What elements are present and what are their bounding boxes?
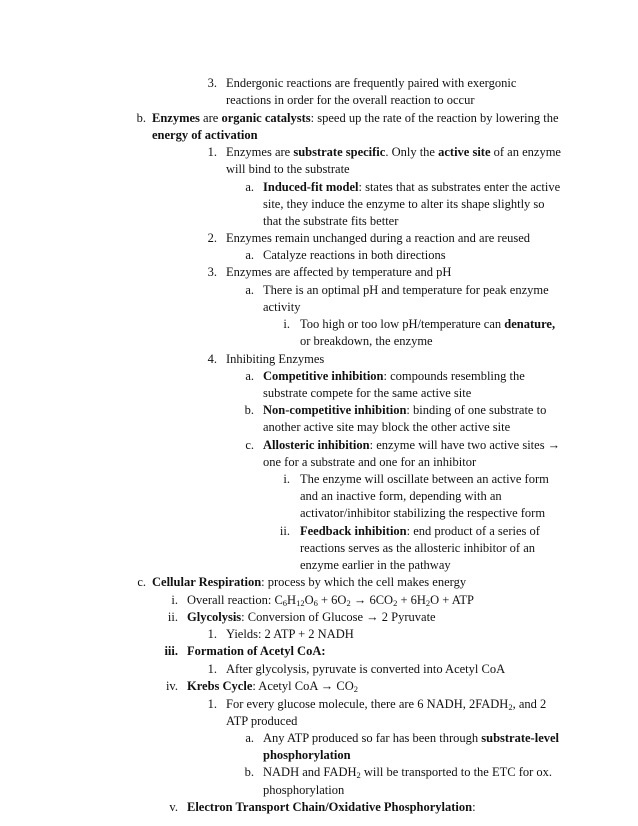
list-marker: a. [245, 369, 254, 383]
outline-line [0, 800, 638, 815]
line-text: reactions serves as the allosteric inhibitor of an [300, 541, 535, 555]
outline-line [0, 524, 638, 539]
list-marker: ii. [279, 524, 290, 538]
line-text: ATP produced [226, 714, 298, 728]
line-text: and an inactive form, depending with an [300, 489, 502, 503]
outline-line [0, 76, 638, 91]
line-text: another active site may block the other active site [263, 420, 511, 434]
line-text: Feedback inhibition: end product of a series of [300, 524, 540, 538]
list-marker: 3. [207, 265, 217, 279]
outline-line [0, 369, 638, 384]
list-marker: v. [169, 800, 178, 814]
line-text: Too high or too low pH/temperature can denature, [300, 317, 556, 331]
outline-line [0, 627, 638, 642]
outline-line [0, 575, 638, 590]
outline-line [0, 111, 638, 126]
line-text: Yields: 2 ATP + 2 NADH [226, 627, 354, 641]
list-marker: a. [245, 283, 254, 297]
line-text: Induced-fit model: states that as substrates enter the active [263, 180, 561, 194]
outline-line [0, 128, 638, 143]
line-text: Allosteric inhibition: enzyme will have two active sites → [263, 438, 561, 452]
line-text: substrate compete for the same active site [263, 386, 472, 400]
outline-line [0, 334, 638, 349]
list-marker: b. [244, 403, 254, 417]
list-marker: b. [244, 765, 254, 779]
line-text: reactions in order for the overall reaction to occur [226, 93, 475, 107]
line-text: that the substrate fits better [263, 214, 399, 228]
outline-line [0, 489, 638, 504]
list-marker: ii. [167, 610, 178, 624]
line-text: Glycolysis: Conversion of Glucose → 2 Pyruvate [187, 610, 436, 624]
outline-line [0, 317, 638, 332]
list-marker: i. [283, 472, 290, 486]
outline-line [0, 420, 638, 435]
outline-line [0, 644, 638, 659]
line-text: phosphorylation [263, 748, 351, 762]
outline-line [0, 214, 638, 229]
outline-line [0, 455, 638, 470]
line-text: Non-competitive inhibition: binding of one substrate to [263, 403, 547, 417]
list-marker: c. [137, 575, 146, 589]
outline-line [0, 93, 638, 108]
outline-line [0, 662, 638, 677]
outline-line [0, 765, 638, 780]
outline-line [0, 697, 638, 712]
line-text: Overall reaction: $C_6H_{12}O_6 + 6O_2 \to 6CO_2 + 6H_2O$ + ATP [187, 593, 475, 608]
list-marker: 1. [207, 145, 217, 159]
line-text: NADH and $FADH_2$ will be transported to the ETC for ox. [263, 765, 553, 780]
line-text: will bind to the substrate [226, 162, 350, 176]
line-text: Cellular Respiration: process by which the cell makes energy [152, 575, 467, 589]
list-marker: 1. [207, 662, 217, 676]
line-text: Enzymes are substrate specific. Only the active site of an enzyme [226, 145, 561, 159]
line-text: Enzymes remain unchanged during a reaction and are reused [226, 231, 531, 245]
outline-line [0, 783, 638, 798]
outline-line [0, 300, 638, 315]
line-text: site, they induce the enzyme to alter its shape slightly so [263, 197, 545, 211]
line-text: After glycolysis, pyruvate is converted into Acetyl CoA [226, 662, 506, 676]
list-marker: iii. [164, 644, 178, 658]
outline-line [0, 472, 638, 487]
outline-line [0, 506, 638, 521]
line-text: Catalyze reactions in both directions [263, 248, 446, 262]
line-text: Enzymes are affected by temperature and pH [226, 265, 452, 279]
outline-line [0, 283, 638, 298]
outline-line [0, 386, 638, 401]
line-text: Competitive inhibition: compounds resembling the [263, 369, 525, 383]
outline-line [0, 265, 638, 280]
list-marker: 4. [207, 352, 217, 366]
outline-line [0, 731, 638, 746]
outline-line [0, 248, 638, 263]
list-marker: c. [245, 438, 254, 452]
list-marker: a. [245, 248, 254, 262]
outline-line [0, 541, 638, 556]
line-text: Enzymes are organic catalysts: speed up the rate of the reaction by lowering the [152, 111, 559, 125]
list-marker: a. [245, 731, 254, 745]
line-text: Inhibiting Enzymes [226, 352, 325, 366]
list-marker: b. [136, 111, 146, 125]
outline-line [0, 231, 638, 246]
outline-line [0, 610, 638, 625]
outline-line [0, 714, 638, 729]
list-marker: 1. [207, 627, 217, 641]
line-text: or breakdown, the enzyme [300, 334, 433, 348]
line-text: activator/inhibitor stabilizing the respective form [300, 506, 546, 520]
outline-line [0, 180, 638, 195]
outline-line [0, 679, 638, 694]
outline-line [0, 438, 638, 453]
outline-line [0, 748, 638, 763]
line-text: phosphorylation [263, 783, 345, 797]
list-marker: 3. [207, 76, 217, 90]
outline-line [0, 352, 638, 367]
line-text: There is an optimal pH and temperature for peak enzyme [263, 283, 549, 297]
list-marker: 2. [207, 231, 217, 245]
list-marker: a. [245, 180, 254, 194]
line-text: The enzyme will oscillate between an active form [300, 472, 549, 486]
outline-line [0, 593, 638, 608]
line-text: Any ATP produced so far has been through substrate-level [263, 731, 560, 745]
list-marker: iv. [165, 679, 178, 693]
outline-line [0, 558, 638, 573]
line-text: Electron Transport Chain/Oxidative Phosphorylation: [187, 800, 476, 814]
line-text: energy of activation [152, 128, 258, 142]
line-text: Krebs Cycle: Acetyl CoA → $CO_2$ [187, 679, 359, 694]
list-marker: i. [171, 593, 178, 607]
list-marker: 1. [207, 697, 217, 711]
outline-line [0, 145, 638, 160]
outline-line [0, 162, 638, 177]
line-text: enzyme earlier in the pathway [300, 558, 451, 572]
outline-line [0, 197, 638, 212]
line-text: Formation of Acetyl CoA: [187, 644, 326, 658]
line-text: Endergonic reactions are frequently paired with exergonic [226, 76, 517, 90]
line-text: For every glucose molecule, there are 6 NADH, $2FADH_2$, and 2 [226, 697, 547, 712]
line-text: one for a substrate and one for an inhibitor [263, 455, 477, 469]
line-text: activity [263, 300, 301, 314]
list-marker: i. [283, 317, 290, 331]
outline-line [0, 403, 638, 418]
